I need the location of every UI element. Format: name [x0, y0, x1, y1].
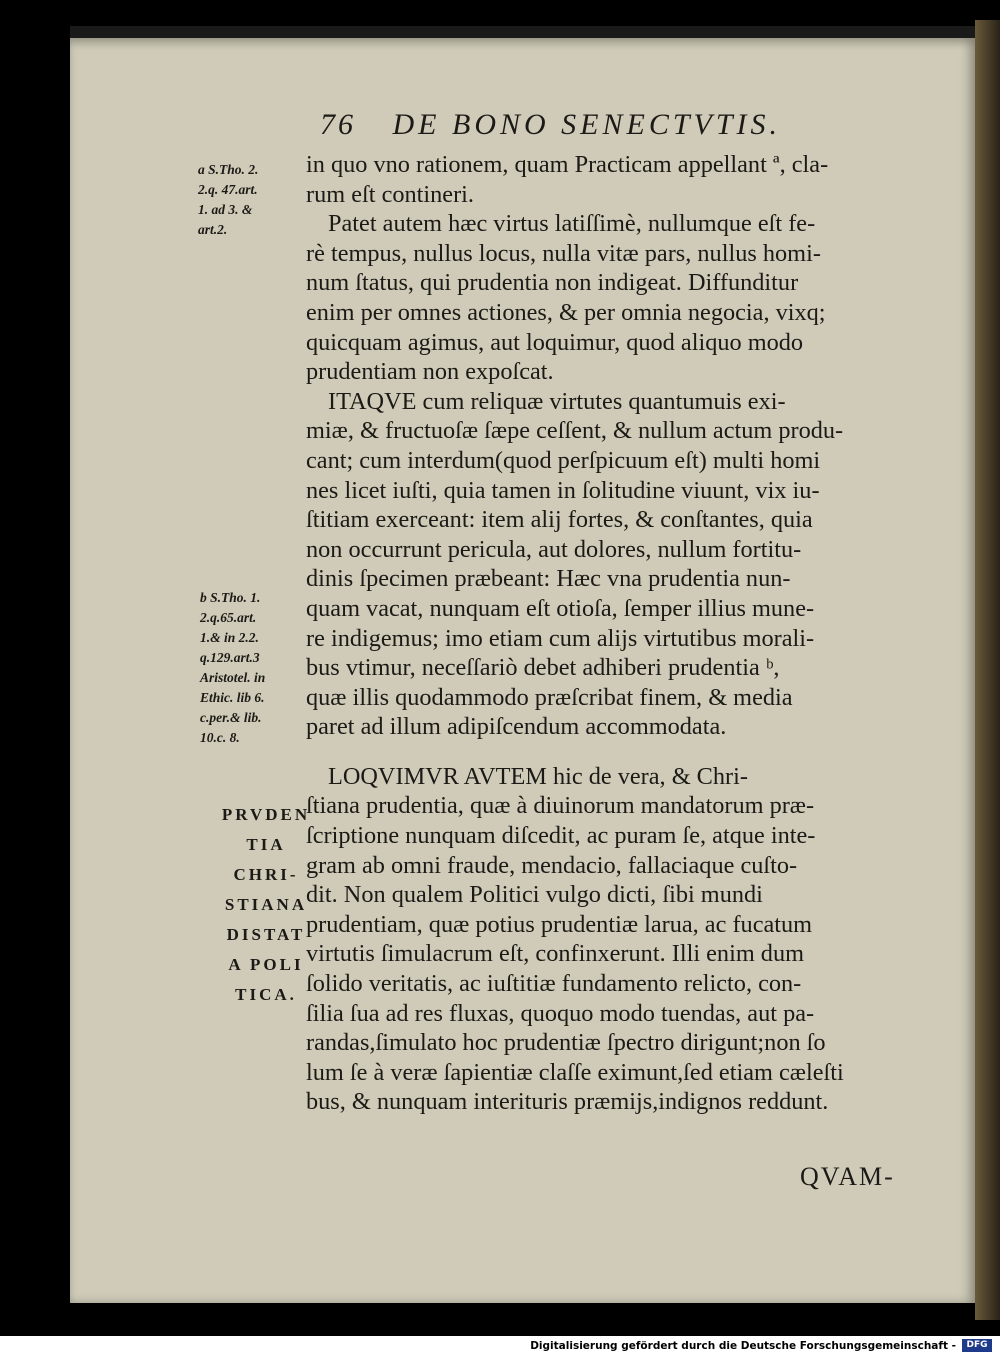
text-line: enim per omnes actiones, & per omnia negocia, vixq; [306, 298, 826, 326]
text-line: paret ad illum adipiſcendum accommodata. [306, 713, 727, 741]
note-line: b S.Tho. 1. [200, 590, 261, 605]
note-line: 1. ad 3. & [198, 202, 253, 217]
note-line: 2.q. 47.art. [198, 182, 258, 197]
note-line: Ethic. lib 6. [200, 690, 265, 705]
note-line: Aristotel. in [200, 670, 266, 685]
note-line: art.2. [198, 222, 228, 237]
text-line: re indigemus; imo etiam cum alijs virtutibus morali- [306, 624, 815, 652]
note-line: a S.Tho. 2. [198, 162, 259, 177]
text-line: num ſtatus, qui prudentia non indigeat. Diffunditur [306, 269, 799, 297]
text-line: dit. Non qualem Politici vulgo dicti, ſibi mundi [306, 881, 763, 909]
text-line: quicquam agimus, aut loquimur, quod aliquo modo [306, 328, 804, 356]
text-line: ſtiana prudentia, quæ à diuinorum mandatorum præ- [306, 792, 815, 820]
text-line: dinis ſpecimen præbeant: Hæc vna prudentia nun- [306, 565, 791, 593]
body-text [306, 150, 934, 1117]
text-line: ITAQVE cum reliquæ virtutes quantumuis exi- [328, 387, 786, 415]
text-line: bus, & nunquam interituris præmijs,indignos reddunt. [306, 1088, 829, 1116]
text-line: miæ, & fructuoſæ ſæpe ceſſent, & nullum actum produ- [306, 417, 844, 445]
funding-credit: Digitalisierung gefördert durch die Deutsche Forschungsgemeinschaft - [530, 1340, 956, 1352]
side-heading [216, 800, 316, 1010]
text-line: in quo vno rationem, quam Practicam appellant ª, cla- [306, 151, 829, 178]
text-line: ſilia ſua ad res fluxas, quoquo modo tuendas, aut pa- [306, 999, 815, 1027]
side-heading-line: STIANA [224, 895, 308, 914]
text-line: prudentiam, quæ potius prudentiæ larua, ac fucatum [306, 910, 813, 938]
text-line: cant; cum interdum(quod perſpicuum eſt) multi homi [306, 446, 821, 474]
page-title: DE BONO SENECTVTIS. [392, 108, 782, 141]
text-line: LOQVIMVR AVTEM hic de vera, & Chri- [328, 762, 748, 790]
text-line: non occurrunt pericula, aut dolores, nullum fortitu- [306, 535, 802, 563]
note-line: 10.c. 8. [200, 730, 240, 745]
note-line: 1.& in 2.2. [200, 630, 259, 645]
text-line: bus vtimur, neceſſariò debet adhiberi prudentia ᵇ, [306, 654, 780, 682]
text-line: rè tempus, nullus locus, nulla vitæ pars, nullus homi- [306, 239, 821, 267]
text-line: quæ illis quodammodo præſcribat finem, & media [306, 683, 793, 711]
page-number: 76 [320, 108, 356, 141]
text-line: ſtitiam exerceant: item alij fortes, & conſtantes, quia [306, 506, 813, 534]
side-heading-line: DISTAT [226, 925, 306, 944]
side-heading-line: TICA. [235, 985, 297, 1004]
dfg-logo-icon: DFG [962, 1339, 992, 1352]
text-line: gram ab omni fraude, mendacio, fallaciaque cuſto- [306, 851, 798, 879]
note-line: 2.q.65.art. [200, 610, 257, 625]
side-heading-line: CHRI- [233, 865, 299, 884]
marginal-note-a [198, 160, 258, 240]
text-line: virtutis ſimulacrum eſt, confinxerunt. Illi enim dum [306, 940, 804, 968]
running-head [320, 108, 920, 148]
text-line: randas,ſimulato hoc prudentiæ ſpectro dirigunt;non ſo [306, 1029, 826, 1057]
text-line: prudentiam non expoſcat. [306, 358, 554, 386]
text-line: ſcriptione nunquam diſcedit, ac puram ſe, atque inte- [306, 822, 816, 850]
page-top-edge [70, 26, 975, 38]
text-line: Patet autem hæc virtus latiſſimè, nullumque eſt fe- [328, 210, 816, 238]
side-heading-line: A POLI [228, 955, 304, 974]
note-line: q.129.art.3 [200, 650, 260, 665]
side-heading-line: TIA [246, 835, 286, 854]
text-line: rum eſt contineri. [306, 180, 475, 208]
text-line: ſolido veritatis, ac iuſtitiæ fundamento relicto, con- [306, 970, 802, 998]
text-line: nes licet iuſti, quia tamen in ſolitudine viuunt, vix iu- [306, 476, 820, 504]
book-binding [975, 20, 1000, 1320]
side-heading-line: PRVDEN [221, 805, 311, 824]
marginal-note-b [200, 588, 265, 748]
catchword: QVAM- [800, 1162, 895, 1191]
note-line: c.per.& lib. [200, 710, 262, 725]
text-line: lum ſe à veræ ſapientiæ claſſe eximunt,ſed etiam cæleſti [306, 1058, 844, 1086]
footer-bar [0, 1336, 1000, 1356]
text-line: quam vacat, nunquam eſt otioſa, ſemper illius mune- [306, 594, 815, 622]
